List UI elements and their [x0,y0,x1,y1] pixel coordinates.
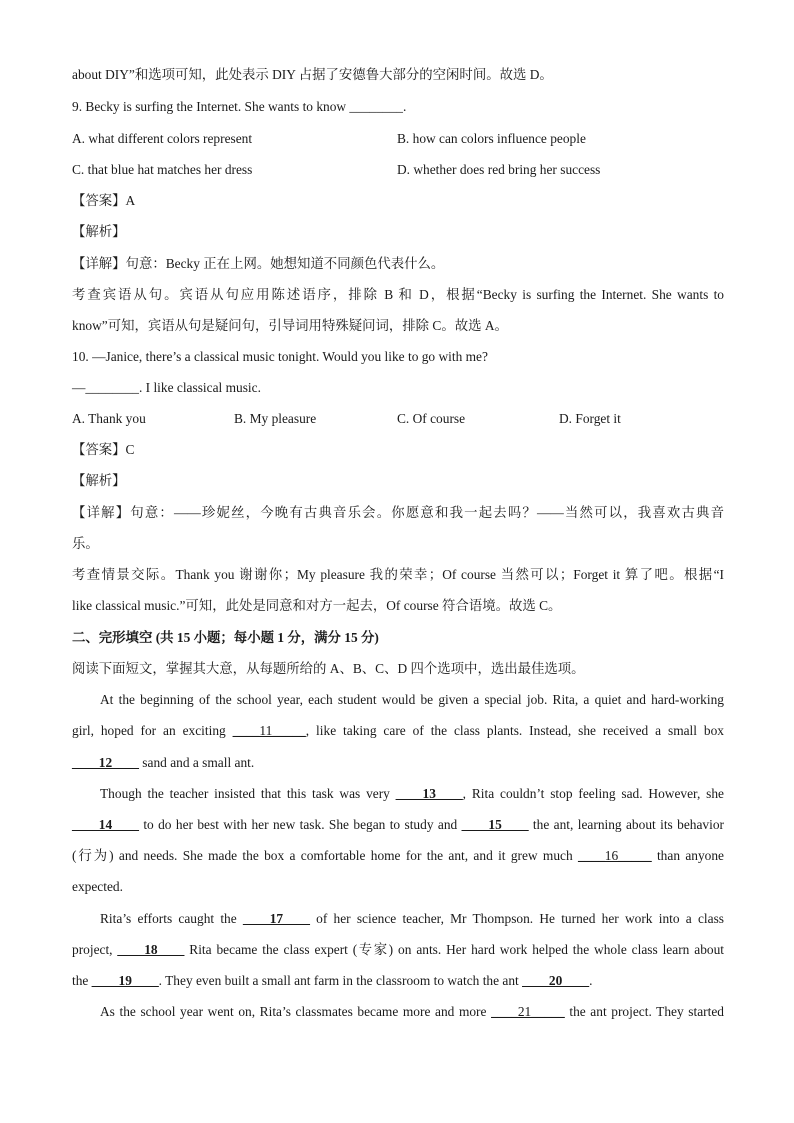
q10-option-b: B. My pleasure [234,411,317,426]
blank-17: ____17____ [242,911,310,926]
q9-explanation-line2: know”可知，宾语从句是疑问句，引导词用特殊疑问词，排除 C。故选 A。 [72,318,508,333]
passage-p2-line1: Though the teacher insisted that this task was very ____13____, Rita couldn’t stop feeling sad. However, she [100,786,724,801]
q9-detail: 【详解】句意：Becky 正在上网。她想知道不同颜色代表什么。 [72,256,445,271]
blank-16: ____16_____ [577,848,652,863]
section-heading: 二、完形填空 (共 15 小题；每小题 1 分，满分 15 分) [72,630,379,645]
q9-option-d: D. whether does red bring her success [397,162,601,177]
q9-explanation-line1: 考查宾语从句。宾语从句应用陈述语序，排除 B 和 D，根据“Becky is surfing the Internet. She wants to [72,287,724,302]
q10-detail-line1: 【详解】句意：——珍妮丝，今晚有古典音乐会。你愿意和我一起去吗？——当然可以，我喜欢古典音 [72,505,724,520]
q10-reply: —________. I like classical music. [72,380,261,395]
blank-18: ____18____ [117,942,185,957]
passage-p2-line4: expected. [72,879,123,894]
q9-option-b: B. how can colors influence people [397,131,586,146]
q9-option-a: A. what different colors represent [72,131,253,146]
passage-p1-line1: At the beginning of the school year, each student would be given a special job. Rita, a quiet and hard-working [100,692,724,707]
blank-11: ____11_____ [232,723,306,738]
q9-analysis-label: 【解析】 [72,224,126,239]
blank-13: ____13____ [395,786,463,801]
q10-option-d: D. Forget it [559,411,621,426]
blank-21: ____21_____ [491,1004,565,1019]
blank-14: ____14____ [72,817,139,832]
q10-analysis-label: 【解析】 [72,473,126,488]
q10-option-c: C. Of course [397,411,466,426]
q9-option-c: C. that blue hat matches her dress [72,162,253,177]
q9-stem: 9. Becky is surfing the Internet. She wants to know ________. [72,99,407,114]
passage-p1-line3: ____12____ sand and a small ant. [72,755,255,770]
passage-p2-line2: ____14____ to do her best with her new task. She began to study and ____15____ the ant, learning about its behavior [72,817,724,832]
blank-15: ____15____ [461,817,529,832]
q8-analysis-tail: about DIY”和选项可知，此处表示 DIY 占据了安德鲁大部分的空闲时间。故选 D。 [72,67,553,82]
passage-p1-line2: girl, hoped for an exciting ____11_____, like taking care of the class plants. Instead, she received a small box [72,723,724,738]
blank-19: ____19____ [91,973,159,988]
q10-answer: 【答案】C [72,442,135,457]
q10-explanation-line2: like classical music.”可知，此处是同意和对方一起去，Of course 符合语境。故选 C。 [72,598,562,613]
passage-p3-line3: the ____19____. They even built a small ant farm in the classroom to watch the ant ____20____. [72,973,593,988]
blank-20: ____20____ [522,973,590,988]
passage-p3-line1: Rita’s efforts caught the ____17____ of her science teacher, Mr Thompson. He turned her work into a class [100,911,724,926]
q10-explanation-line1: 考查情景交际。Thank you 谢谢你；My pleasure 我的荣幸；Of course 当然可以；Forget it 算了吧。根据“I [72,567,724,582]
section-instruction: 阅读下面短文，掌握其大意，从每题所给的 A、B、C、D 四个选项中，选出最佳选项。 [72,661,585,676]
q10-stem: 10. —Janice, there’s a classical music tonight. Would you like to go with me? [72,349,488,364]
q9-answer: 【答案】A [72,193,136,208]
passage-p3-line2: project, ____18____ Rita became the class expert (专家) on ants. Her hard work helped the whole class learn about [72,942,724,957]
q10-option-a: A. Thank you [72,411,146,426]
q10-detail-line2: 乐。 [72,536,99,551]
blank-12: ____12____ [72,755,139,770]
passage-p4-line1: As the school year went on, Rita’s classmates became more and more ____21_____ the ant project. They started [100,1004,724,1019]
passage-p2-line3: (行为) and needs. She made the box a comfortable home for the ant, and it grew much ____16_____ than anyone [72,848,724,863]
